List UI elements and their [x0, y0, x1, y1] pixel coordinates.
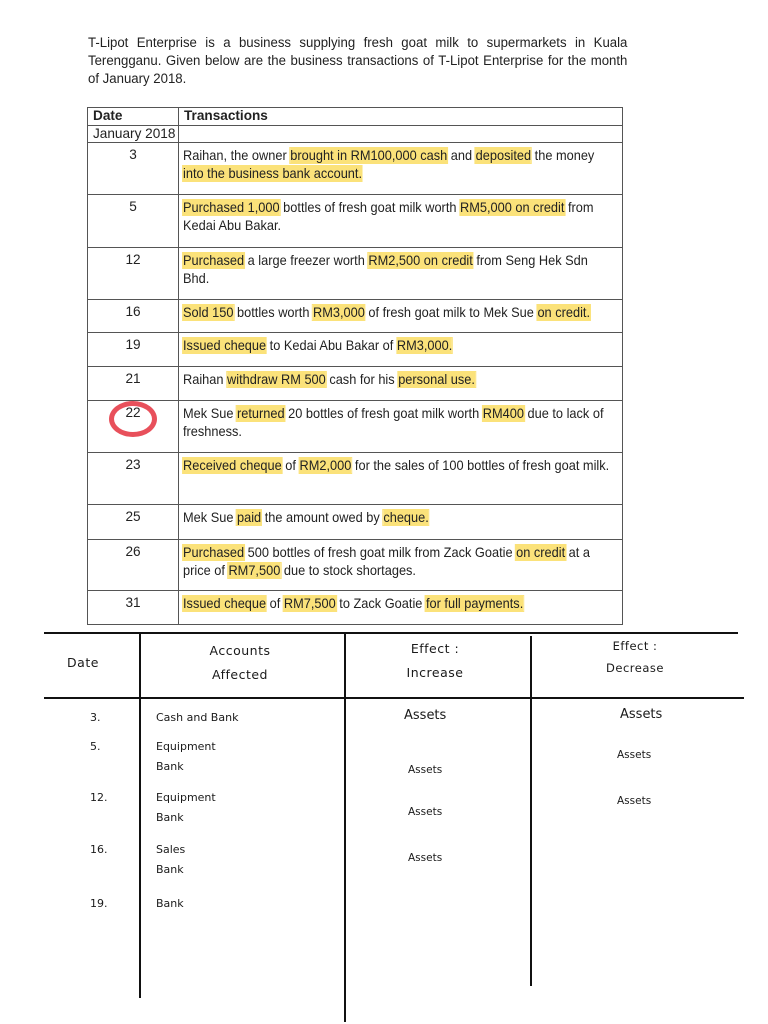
transaction-description [179, 300, 623, 333]
hw-increase: Assets [408, 764, 443, 776]
intro-paragraph: T-Lipot Enterprise is a business supplying fresh goat milk to supermarkets in Kuala Terengganu. Given below are the business transactions of T-Lipot Enterprise for the month of January 2018. [88, 35, 628, 87]
highlighted-text: Issued cheque [183, 596, 267, 611]
highlighted-text: brought in RM100,000 cash [290, 148, 448, 163]
transactions-column-header: Transactions [179, 108, 623, 126]
hw-decrease: Assets [620, 707, 663, 722]
transaction-day: 22 [88, 401, 179, 453]
hw-decrease: Assets [617, 749, 652, 761]
transaction-text: due to lack of freshness. [183, 406, 604, 439]
transaction-text: 20 bottles of fresh goat milk worth [284, 406, 483, 421]
transaction-text: to Zack Goatie [335, 596, 426, 611]
transaction-day: 21 [88, 367, 179, 401]
transaction-description [179, 195, 623, 248]
transaction-description [179, 591, 623, 625]
transaction-text: Raihan, the owner [183, 148, 291, 163]
transaction-day: 3 [88, 143, 179, 195]
transaction-day: 5 [88, 195, 179, 248]
hw-date: 5. [90, 740, 101, 753]
hw-increase: Assets [408, 852, 443, 864]
transaction-description [179, 453, 623, 505]
transaction-day: 26 [88, 540, 179, 591]
transaction-row [88, 195, 623, 248]
transaction-text: cash for his [325, 372, 399, 387]
highlighted-text: RM400 [482, 406, 524, 421]
transaction-description [179, 401, 623, 453]
highlighted-text: RM2,000 [299, 458, 352, 473]
transaction-row [88, 591, 623, 625]
transaction-row [88, 540, 623, 591]
transaction-text: from Kedai Abu Bakar. [183, 200, 594, 233]
transaction-description [179, 248, 623, 300]
hw-date: 16. [90, 843, 108, 856]
hw-account: Bank [156, 897, 184, 910]
transaction-day: 31 [88, 591, 179, 625]
hw-accounts-header-1: Accounts [209, 643, 271, 658]
hw-decrease: Assets [617, 795, 652, 807]
transaction-day: 23 [88, 453, 179, 505]
transaction-row [88, 505, 623, 540]
transaction-row [88, 143, 623, 195]
highlighted-text: Issued cheque [183, 338, 267, 353]
transaction-text: Raihan [183, 372, 228, 387]
hw-increase: Assets [408, 806, 443, 818]
transaction-description [179, 367, 623, 401]
highlighted-text: returned [236, 406, 285, 421]
transaction-text: for the sales of 100 bottles of fresh goat milk. [351, 458, 610, 473]
transaction-text: from Seng Hek Sdn Bhd. [183, 253, 588, 286]
transaction-text: of fresh goat milk to Mek Sue [364, 305, 538, 320]
sheet-divider-3 [530, 636, 532, 986]
hw-account: Bank [156, 863, 184, 876]
sheet-top-line [44, 632, 738, 634]
hw-accounts-header-2: Affected [212, 667, 268, 682]
transaction-text: to Kedai Abu Bakar of [266, 338, 397, 353]
transaction-description [179, 540, 623, 591]
transactions-table [87, 107, 623, 625]
transaction-day: 16 [88, 300, 179, 333]
hw-increase-header-2: Increase [406, 665, 464, 680]
highlighted-text: Purchased [183, 545, 245, 560]
highlighted-text: on credit. [537, 305, 591, 320]
month-label: January 2018 [88, 126, 179, 143]
transaction-text: Mek Sue [183, 406, 237, 421]
sheet-header-line [44, 697, 744, 699]
highlighted-text: personal use. [398, 372, 475, 387]
transaction-row [88, 401, 623, 453]
transaction-text: of [266, 596, 284, 611]
transaction-text: of [281, 458, 300, 473]
highlighted-text: RM7,500 [283, 596, 336, 611]
transaction-row [88, 367, 623, 401]
highlighted-text: cheque. [383, 510, 429, 525]
transaction-day: 12 [88, 248, 179, 300]
transaction-description [179, 505, 623, 540]
transaction-row [88, 248, 623, 300]
date-column-header: Date [88, 108, 179, 126]
sheet-divider-1 [139, 632, 141, 998]
highlighted-text: into the business bank account. [183, 166, 363, 181]
highlighted-text: RM7,500 [228, 563, 281, 578]
transaction-text: bottles worth [233, 305, 313, 320]
hw-decrease-header-2: Decrease [606, 661, 664, 675]
transaction-text: Mek Sue [183, 510, 237, 525]
highlighted-text: withdraw RM 500 [227, 372, 326, 387]
sheet-divider-2 [344, 632, 346, 1022]
transaction-row [88, 453, 623, 505]
transaction-row [88, 333, 623, 367]
hw-date: 19. [90, 897, 108, 910]
highlighted-text: Received cheque [183, 458, 282, 473]
highlighted-text: Purchased [183, 253, 245, 268]
transaction-description [179, 143, 623, 195]
transaction-text: a large freezer worth [244, 253, 369, 268]
hw-account: Equipment [156, 740, 216, 753]
transaction-text: at a price of [183, 545, 590, 578]
hw-account: Equipment [156, 791, 216, 804]
hw-decrease-header-1: Effect : [612, 639, 658, 653]
transaction-day: 19 [88, 333, 179, 367]
red-circle-annotation [109, 401, 157, 437]
hw-account: Bank [156, 760, 184, 773]
hw-date-header: Date [67, 655, 99, 670]
hw-account: Sales [156, 843, 186, 856]
transaction-text: bottles of fresh goat milk worth [279, 200, 461, 215]
transaction-text: due to stock shortages. [280, 563, 416, 578]
hw-date: 3. [90, 711, 101, 724]
transaction-text: and [447, 148, 476, 163]
transaction-text: 500 bottles of fresh goat milk from Zack Goatie [244, 545, 517, 560]
hw-account: Bank [156, 811, 184, 824]
highlighted-text: Purchased 1,000 [183, 200, 280, 215]
highlighted-text: deposited [475, 148, 532, 163]
transaction-day: 25 [88, 505, 179, 540]
transaction-row [88, 300, 623, 333]
highlighted-text: RM3,000 [312, 305, 365, 320]
highlighted-text: paid [236, 510, 262, 525]
hw-date: 12. [90, 791, 108, 804]
transaction-text: the money [531, 148, 595, 163]
highlighted-text: on credit [516, 545, 566, 560]
highlighted-text: RM2,500 on credit [368, 253, 473, 268]
hw-account: Cash and Bank [156, 711, 239, 724]
highlighted-text: for full payments. [425, 596, 524, 611]
highlighted-text: Sold 150 [183, 305, 234, 320]
transaction-description [179, 333, 623, 367]
hw-increase: Assets [404, 708, 447, 723]
transaction-text: the amount owed by [261, 510, 384, 525]
highlighted-text: RM5,000 on credit [460, 200, 565, 215]
hw-increase-header-1: Effect : [410, 641, 460, 656]
highlighted-text: RM3,000. [396, 338, 453, 353]
